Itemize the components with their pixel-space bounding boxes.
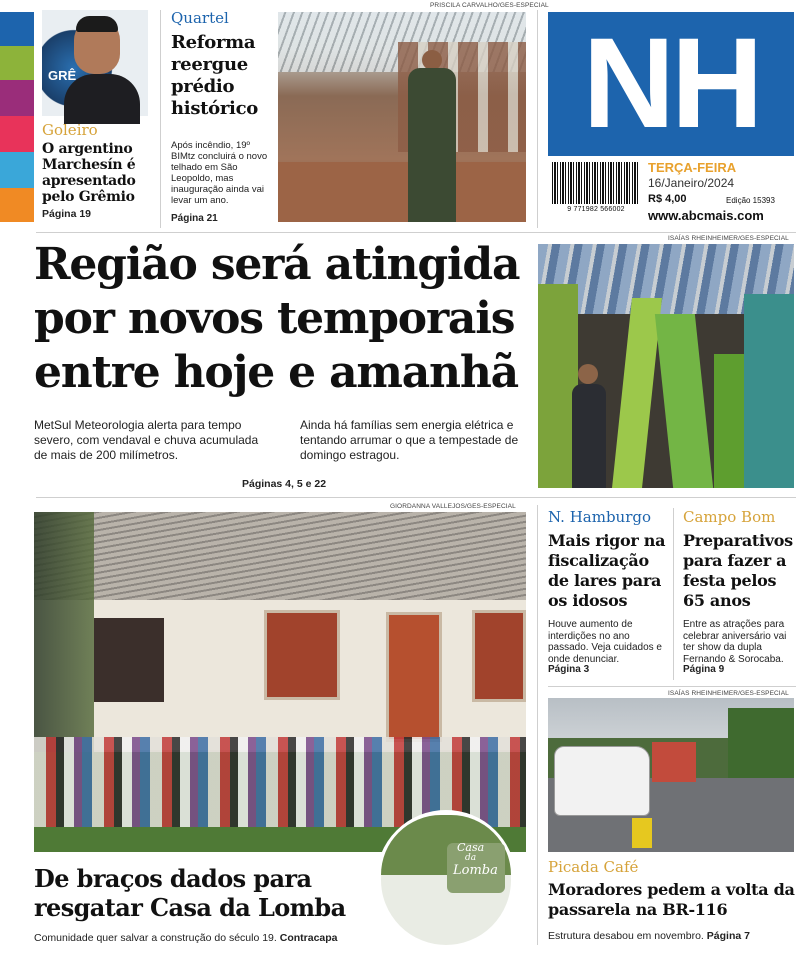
casa-body-line <box>34 932 394 944</box>
main-col1: MetSul Meteorologia alerta para tempo severo, com vendaval e chuva acumulada de mais de 200 milímetros. <box>34 418 259 462</box>
picada-page[interactable]: Página 7 <box>706 930 750 942</box>
picada-photo-credit: ISAÍAS RHEINHEIMER/GES-ESPECIAL <box>668 690 789 697</box>
casa-sign-line1: Casa <box>457 841 485 854</box>
quartel-headline[interactable]: Reforma reergue prédio histórico <box>171 32 258 119</box>
goleiro-headline[interactable]: O argentino Marchesín é apresentado pelo Grêmio <box>42 141 136 205</box>
casa-page[interactable]: Contracapa <box>279 932 338 944</box>
quartel-page[interactable]: Página 21 <box>171 213 218 224</box>
divider-horizontal-2 <box>36 497 796 498</box>
nh-logo-text: NH <box>582 12 760 155</box>
goleiro-kicker: Goleiro <box>42 121 98 139</box>
stripe-5 <box>0 152 34 188</box>
picada-headline[interactable]: Moradores pedem a volta da passarela na BR-116 <box>548 880 795 919</box>
quartel-photo-credit: PRISCILA CARVALHO/GES-ESPECIAL <box>430 2 549 9</box>
casa-sign-line2: da <box>465 853 477 863</box>
quartel-body: Após incêndio, 19º BIMtz concluirá o novo telhado em São Leopoldo, mas inauguração ainda vai levar um ano. <box>171 140 268 206</box>
nh-logo[interactable] <box>548 12 794 156</box>
casa-photo[interactable] <box>34 512 526 878</box>
main-col2: Ainda há famílias sem energia elétrica e tentando arrumar o que a tempestade de domingo estragou. <box>300 418 519 462</box>
stripe-2 <box>0 46 34 80</box>
picada-photo[interactable] <box>548 698 794 852</box>
barcode <box>552 162 640 214</box>
picada-body: Estrutura desabou em novembro. <box>548 930 704 942</box>
stripe-6 <box>0 188 34 222</box>
main-headline[interactable]: Região será atingida por novos temporais entre hoje e amanhã <box>34 239 520 398</box>
campobom-body: Entre as atrações para celebrar aniversário vai ter show da dupla Fernando & Sorocaba. <box>683 619 787 665</box>
price: R$ 4,00 <box>648 193 687 205</box>
divider-vertical-top-left <box>160 10 161 228</box>
casa-headline[interactable]: De braços dados para resgatar Casa da Lomba <box>34 864 346 922</box>
casa-photo-credit: GIORDANNA VALLEJOS/GES-ESPECIAL <box>390 503 516 510</box>
main-photo-credit: ISAÍAS RHEINHEIMER/GES-ESPECIAL <box>668 235 789 242</box>
divider-vertical-bottom <box>537 505 538 945</box>
divider-horizontal-1 <box>36 232 796 233</box>
stripe-4 <box>0 116 34 152</box>
nhamburgo-kicker: N. Hamburgo <box>548 508 652 526</box>
barcode-number: 9 771982 566002 <box>567 206 625 213</box>
stripe-3 <box>0 80 34 116</box>
quartel-kicker: Quartel <box>171 9 229 27</box>
website[interactable]: www.abcmais.com <box>648 208 764 223</box>
weekday: TERÇA-FEIRA <box>648 160 737 175</box>
stripe-1 <box>0 12 34 46</box>
campobom-kicker: Campo Bom <box>683 508 776 526</box>
campobom-page[interactable]: Página 9 <box>683 664 725 675</box>
campobom-headline[interactable]: Preparativos para fazer a festa pelos 65 anos <box>683 531 793 610</box>
date: 16/Janeiro/2024 <box>648 176 735 190</box>
divider-vertical-top-right <box>537 10 538 228</box>
quartel-photo[interactable] <box>278 12 526 222</box>
goleiro-photo[interactable] <box>42 10 148 116</box>
nhamburgo-headline[interactable]: Mais rigor na fiscalização de lares para os idosos <box>548 531 666 610</box>
edition: Edição 15393 <box>726 196 775 205</box>
gremio-badge-text: GRÊ <box>48 68 77 83</box>
nhamburgo-body: Houve aumento de interdições no ano passado. Veja cuidados e onde denunciar. <box>548 619 662 665</box>
divider-horizontal-3 <box>548 686 796 687</box>
casa-body: Comunidade quer salvar a construção do século 19. <box>34 932 277 944</box>
main-photo[interactable] <box>538 244 794 488</box>
picada-body-line <box>548 930 798 942</box>
main-pages[interactable]: Páginas 4, 5 e 22 <box>242 478 327 490</box>
goleiro-page[interactable]: Página 19 <box>42 208 92 220</box>
nhamburgo-page[interactable]: Página 3 <box>548 664 590 675</box>
casa-sign-line3: Lomba <box>453 863 498 878</box>
picada-kicker: Picada Café <box>548 858 639 876</box>
divider-vertical-nh-cb <box>673 508 674 680</box>
